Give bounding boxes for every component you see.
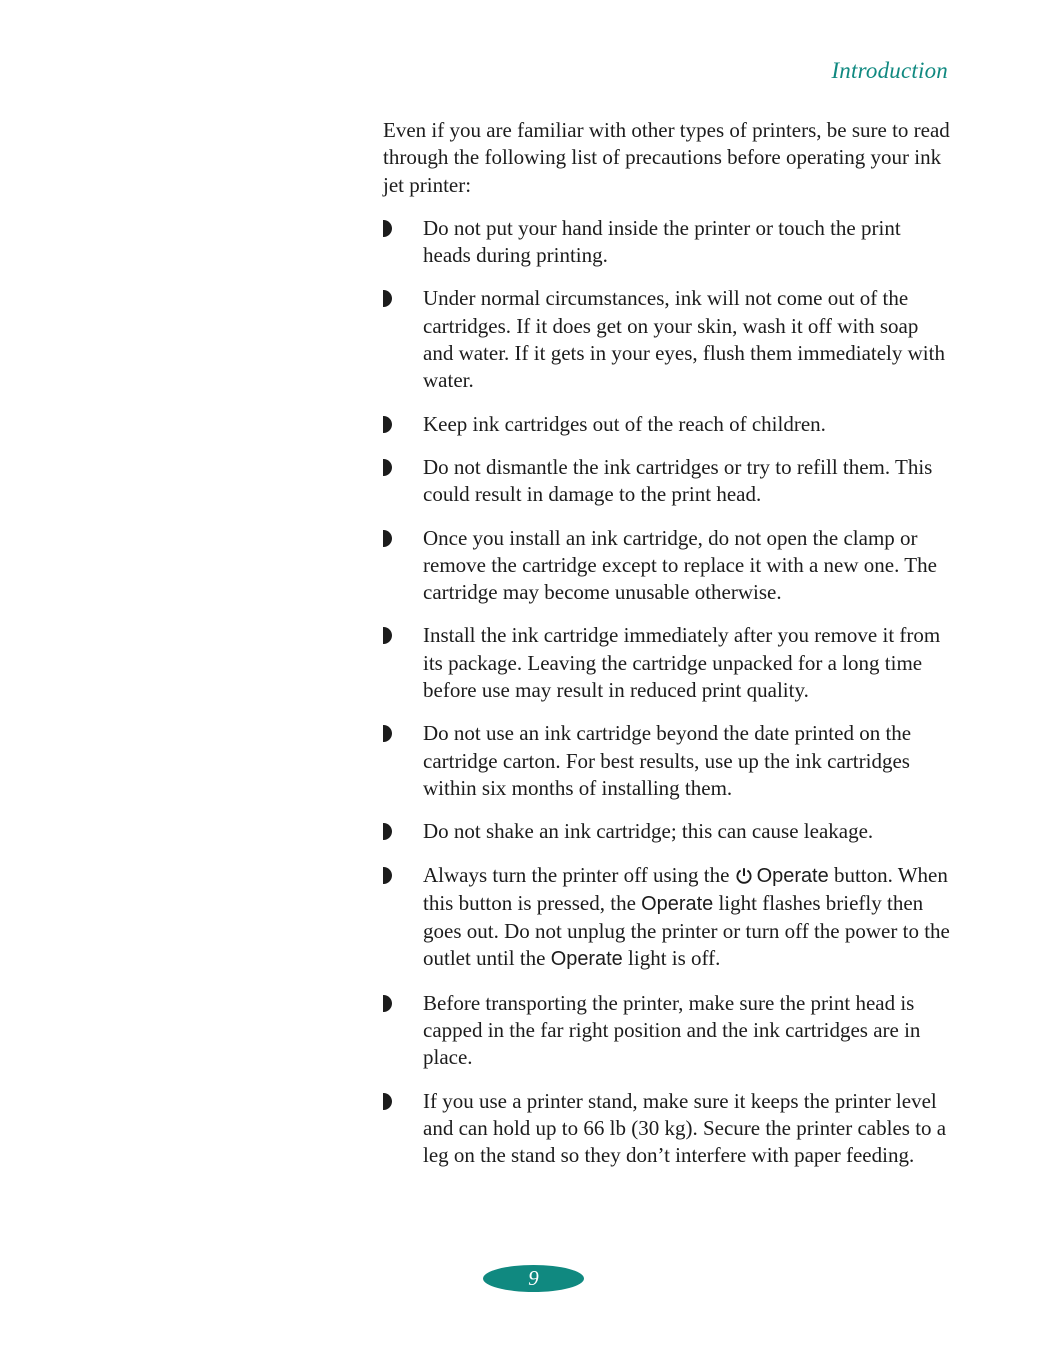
precaution-item bbox=[383, 990, 953, 1072]
half-circle-bullet-icon bbox=[383, 459, 392, 476]
precaution-text-segment: Keep ink cartridges out of the reach of children. bbox=[423, 411, 826, 436]
precaution-item bbox=[383, 411, 953, 438]
precaution-text-segment: Always turn the printer off using the bbox=[423, 862, 735, 887]
precaution-text-segment: Once you install an ink cartridge, do not open the clamp or remove the cartridge except to replace it with a new one. The cartridge may become unusable otherwise. bbox=[423, 525, 937, 605]
precaution-text bbox=[423, 1088, 953, 1170]
half-circle-bullet-icon bbox=[383, 220, 392, 237]
operate-label: Operate bbox=[641, 892, 714, 915]
precaution-text bbox=[423, 622, 953, 704]
page-number: 9 bbox=[528, 1266, 539, 1290]
precaution-text-segment: Do not put your hand inside the printer or touch the print heads during printing. bbox=[423, 215, 901, 268]
precaution-text bbox=[423, 720, 953, 802]
precaution-text bbox=[423, 990, 953, 1072]
precaution-text-segment: If you use a printer stand, make sure it keeps the printer level and can hold up to 66 lb (30 kg). Secure the printer cables to a leg on the stand so they don’t interfere with paper feeding. bbox=[423, 1088, 947, 1168]
precaution-text-segment: Do not shake an ink cartridge; this can cause leakage. bbox=[423, 819, 874, 844]
precaution-item bbox=[383, 215, 953, 270]
half-circle-bullet-icon bbox=[383, 725, 392, 742]
precaution-item bbox=[383, 622, 953, 704]
precaution-item bbox=[383, 818, 953, 845]
precaution-text-segment: button. When this button is pressed, the bbox=[423, 862, 948, 915]
half-circle-bullet-icon bbox=[383, 823, 392, 840]
precaution-text-segment: light is off. bbox=[622, 946, 721, 971]
half-circle-bullet-icon bbox=[383, 627, 392, 644]
precaution-item bbox=[383, 454, 953, 509]
precaution-text-segment: Do not dismantle the ink cartridges or try to refill them. This could result in damage to the print head. bbox=[423, 454, 933, 507]
precaution-text-segment: Under normal circumstances, ink will not come out of the cartridges. If it does get on your skin, wash it off with soap and water. If it gets in your eyes, flush them immediately with water. bbox=[423, 286, 945, 393]
precautions-list bbox=[383, 215, 953, 1170]
precaution-text-segment: Install the ink cartridge immediately after you remove it from its package. Leaving the cartridge unpacked for a long time before use may result in reduced print quality. bbox=[423, 623, 941, 703]
precaution-text bbox=[423, 862, 953, 974]
half-circle-bullet-icon bbox=[383, 290, 392, 307]
page-number-badge bbox=[483, 1265, 584, 1292]
half-circle-bullet-icon bbox=[383, 1093, 392, 1110]
precaution-text bbox=[423, 525, 953, 607]
half-circle-bullet-icon bbox=[383, 995, 392, 1012]
precaution-text bbox=[423, 454, 953, 509]
precaution-item bbox=[383, 1088, 953, 1170]
operate-label: Operate bbox=[550, 948, 623, 971]
half-circle-bullet-icon bbox=[383, 530, 392, 547]
precaution-text bbox=[423, 411, 826, 438]
operate-label: Operate bbox=[756, 864, 829, 887]
precaution-text bbox=[423, 285, 953, 394]
half-circle-bullet-icon bbox=[383, 867, 392, 884]
precaution-item bbox=[383, 720, 953, 802]
half-circle-bullet-icon bbox=[383, 416, 392, 433]
content-column bbox=[383, 117, 953, 1170]
precaution-item bbox=[383, 285, 953, 394]
intro-paragraph: Even if you are familiar with other types of printers, be sure to read through the following list of precautions before operating your ink jet printer: bbox=[383, 118, 950, 197]
precaution-item bbox=[383, 862, 953, 974]
section-title: Introduction bbox=[831, 58, 948, 83]
precaution-text-segment: Do not use an ink cartridge beyond the date printed on the cartridge carton. For best results, use up the ink cartridges within six months of installing them. bbox=[423, 721, 912, 800]
precaution-text bbox=[423, 215, 953, 270]
power-icon bbox=[735, 867, 753, 885]
precaution-item bbox=[383, 525, 953, 607]
precaution-text bbox=[423, 818, 873, 845]
precaution-text-segment: light flashes briefly then goes out. Do not unplug the printer or turn off the power to the outlet until the bbox=[423, 890, 950, 971]
precaution-text-segment: Before transporting the printer, make sure the print head is capped in the far right position and the ink cartridges are in place. bbox=[423, 990, 921, 1070]
